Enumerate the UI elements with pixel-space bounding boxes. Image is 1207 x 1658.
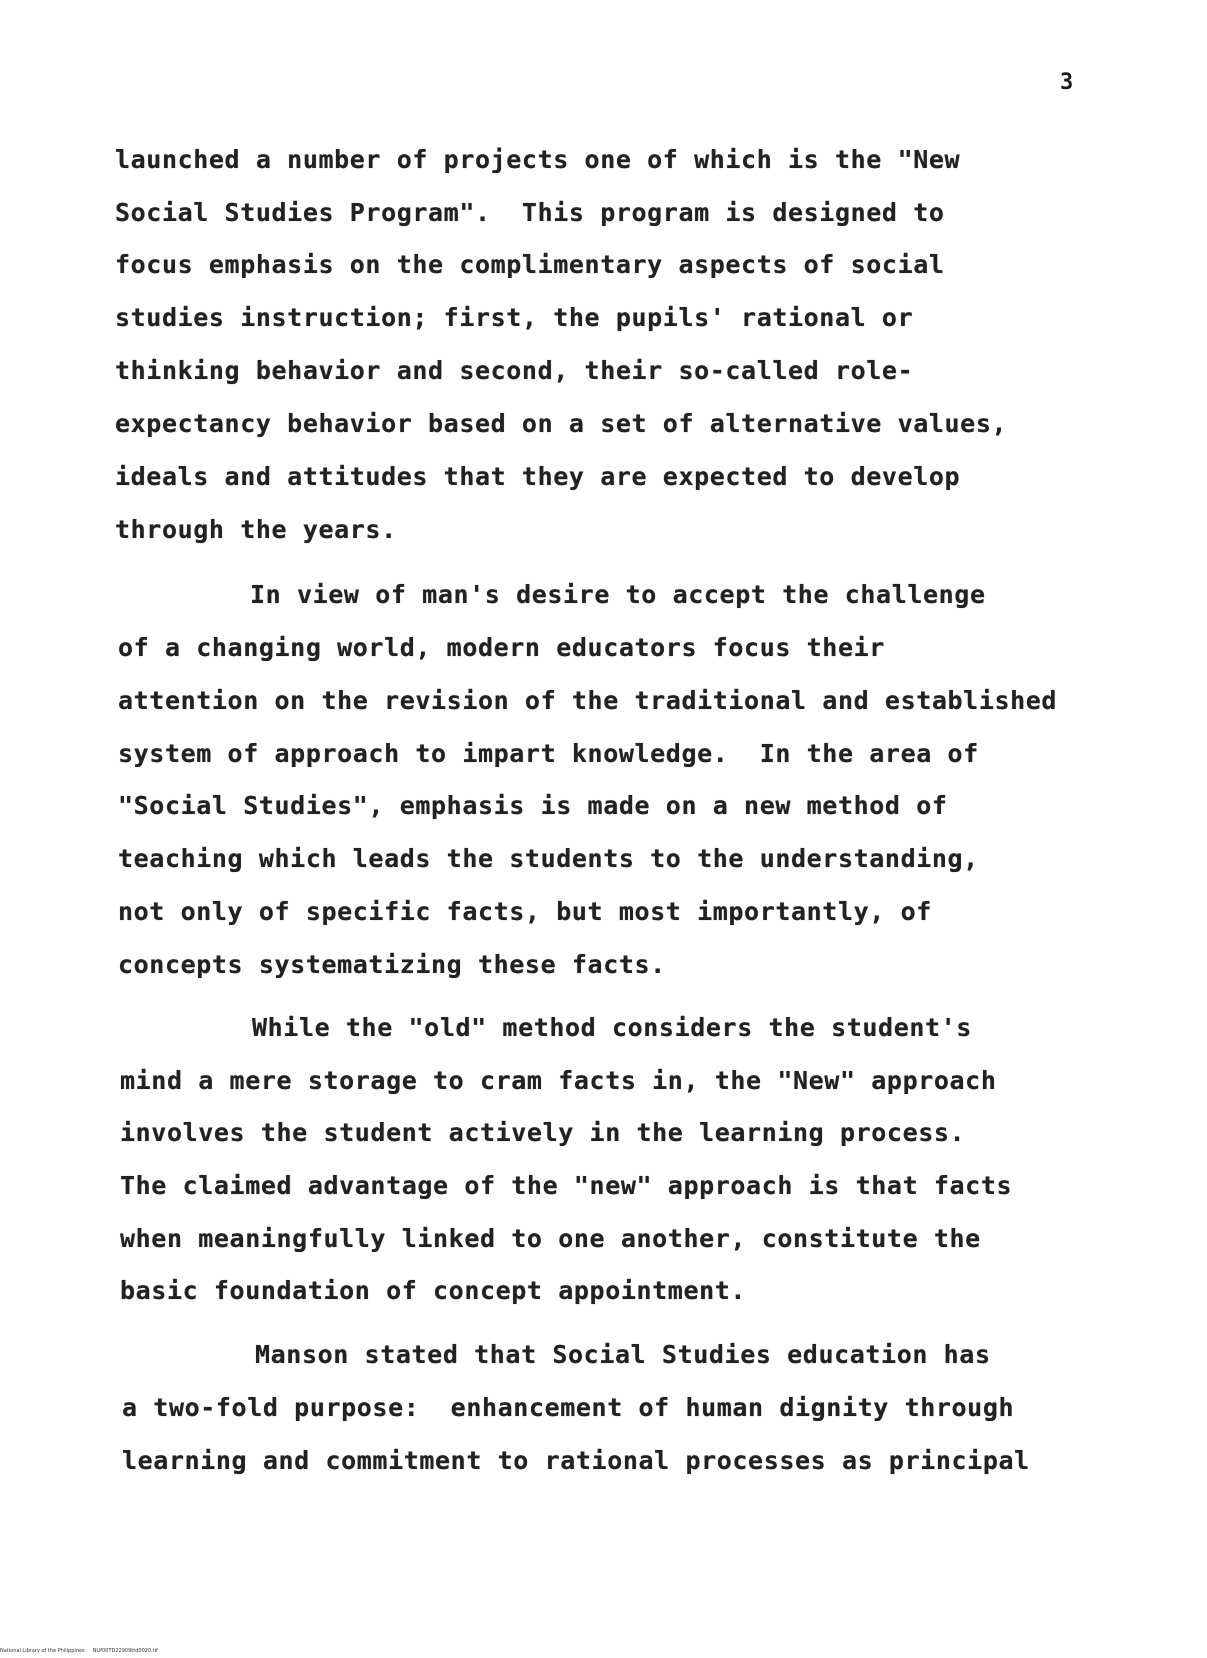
text-line: thinking behavior and second, their so-called role- bbox=[115, 356, 914, 385]
footer-source: National Library of the Philippines NLP00TD22909ttd0020.tif bbox=[0, 1648, 158, 1654]
text-line: basic foundation of concept appointment. bbox=[120, 1276, 747, 1305]
text-line: when meaningfully linked to one another, constitute the bbox=[120, 1224, 981, 1253]
page-number: 3 bbox=[1060, 70, 1075, 95]
text-line: system of approach to impart knowledge. In the area of bbox=[118, 739, 979, 768]
text-line: Social Studies Program". This program is designed to bbox=[115, 198, 945, 227]
text-line: a two-fold purpose: enhancement of human dignity through bbox=[122, 1393, 1015, 1422]
text-line: expectancy behavior based on a set of alternative values, bbox=[115, 409, 1008, 438]
text-line: While the "old" method considers the student's bbox=[252, 1013, 972, 1042]
text-line: attention on the revision of the traditional and established bbox=[118, 686, 1058, 715]
text-line: learning and commitment to rational processes as principal bbox=[122, 1446, 1030, 1475]
text-line: In view of man's desire to accept the challenge bbox=[250, 580, 986, 609]
text-line: mind a mere storage to cram facts in, the "New" approach bbox=[120, 1066, 997, 1095]
text-line: The claimed advantage of the "new" approach is that facts bbox=[120, 1171, 1013, 1200]
text-line: through the years. bbox=[115, 515, 397, 544]
text-line: focus emphasis on the complimentary aspects of social bbox=[115, 250, 945, 279]
text-line: studies instruction; first, the pupils' rational or bbox=[115, 303, 914, 332]
text-line: of a changing world, modern educators focus their bbox=[118, 633, 885, 662]
text-line: launched a number of projects one of which is the "New bbox=[115, 145, 961, 174]
text-line: Manson stated that Social Studies education has bbox=[255, 1340, 991, 1369]
text-line: "Social Studies", emphasis is made on a new method of bbox=[118, 791, 948, 820]
text-line: teaching which leads the students to the understanding, bbox=[118, 844, 979, 873]
text-line: involves the student actively in the learning process. bbox=[120, 1118, 966, 1147]
text-line: concepts systematizing these facts. bbox=[118, 950, 666, 979]
text-line: ideals and attitudes that they are expected to develop bbox=[115, 462, 961, 491]
text-line: not only of specific facts, but most importantly, of bbox=[118, 897, 932, 926]
